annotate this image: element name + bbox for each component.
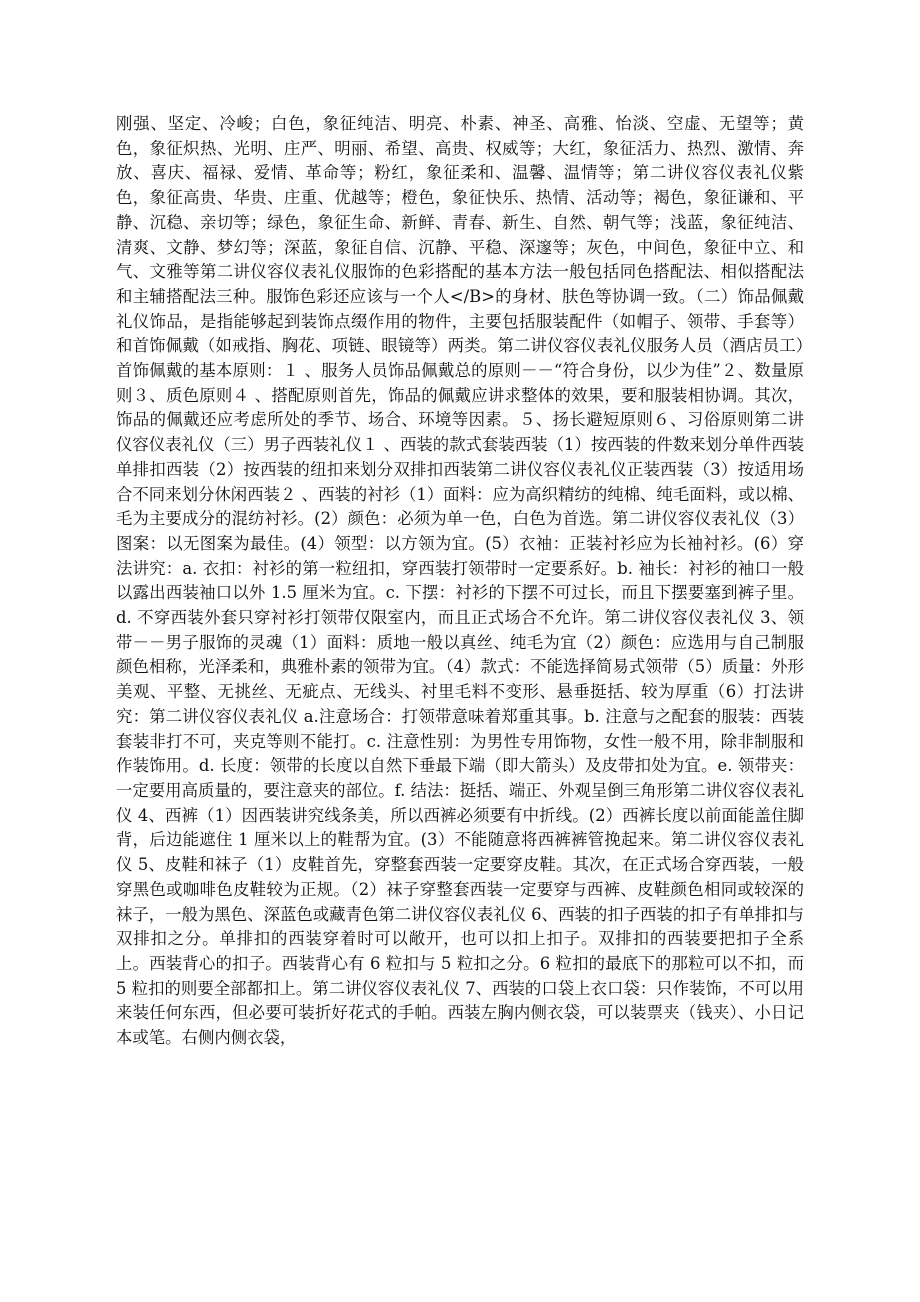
- body-paragraph: 刚强、坚定、冷峻；白色，象征纯洁、明亮、朴素、神圣、高雅、怡淡、空虚、无望等；黄色，象征炽热、光明、庄严、明丽、希望、高贵、权威等；大红，象征活力、热烈、激情、奔放、喜庆、福禄、爱情、革命等；粉红，象征柔和、温馨、温情等；第二讲仪容仪表礼仪紫色，象征高贵、华贵、庄重、优越等；橙色，象征快乐、热情、活动等；褐色，象征谦和、平静、沉稳、亲切等；绿色，象征生命、新鲜、青春、新生、自然、朝气等；浅蓝，象征纯洁、清爽、文静、梦幻等；深蓝，象征自信、沉静、平稳、深邃等；灰色，中间色，象征中立、和气、文雅等第二讲仪容仪表礼仪服饰的色彩搭配的基本方法一般包括同色搭配法、相似搭配法和主辅搭配法三种。服饰色彩还应该与一个人</B>的身材、肤色等协调一致。（二）饰品佩戴礼仪饰品，是指能够起到装饰点缀作用的物件，主要包括服装配件（如帽子、领带、手套等）和首饰佩戴（如戒指、胸花、项链、眼镜等）两类。第二讲仪容仪表礼仪服务人员（酒店员工）首饰佩戴的基本原则：１ 、服务人员饰品佩戴总的原则－－“符合身份，以少为佳”２、数量原则３、质色原则４ 、搭配原则首先，饰品的佩戴应讲求整体的效果，要和服装相协调。其次，饰品的佩戴还应考虑所处的季节、场合、环境等因素。５、扬长避短原则６、习俗原则第二讲仪容仪表礼仪（三）男子西装礼仪１ 、西装的款式套装西装（1）按西装的件数来划分单件西装单排扣西装（2）按西装的纽扣来划分双排扣西装第二讲仪容仪表礼仪正装西装（3）按适用场合不同来划分休闲西装２ 、西装的衬衫（1）面料：应为高织精纺的纯棉、纯毛面料，或以棉、毛为主要成分的混纺衬衫。(2）颜色：必须为单一色，白色为首选。第二讲仪容仪表礼仪（3）图案：以无图案为最佳。(4）领型：以方领为宜。(5）衣袖：正装衬衫应为长袖衬衫。(6）穿法讲究：a. 衣扣：衬衫的第一粒纽扣，穿西装打领带时一定要系好。b. 袖长：衬衫的袖口一般以露出西装袖口以外 1.5 厘米为宜。c. 下摆：衬衫的下摆不可过长，而且下摆要塞到裤子里。d. 不穿西装外套只穿衬衫打领带仅限室内，而且正式场合不允许。第二讲仪容仪表礼仪 3、领带－－男子服饰的灵魂（1）面料：质地一般以真丝、纯毛为宜（2）颜色：应选用与自己制服颜色相称，光泽柔和，典雅朴素的领带为宜。（4）款式：不能选择简易式领带（5）质量：外形美观、平整、无挑丝、无疵点、无线头、衬里毛料不变形、悬垂挺括、较为厚重（6）打法讲究：第二讲仪容仪表礼仪 a.注意场合：打领带意味着郑重其事。b. 注意与之配套的服装：西装套装非打不可，夹克等则不能打。c. 注意性别：为男性专用饰物，女性一般不用，除非制服和作装饰用。d. 长度：领带的长度以自然下垂最下端（即大箭头）及皮带扣处为宜。e. 领带夹：一定要用高质量的，要注意夹的部位。f. 结法：挺括、端正、外观呈倒三角形第二讲仪容仪表礼仪 4、西裤（1）因西装讲究线条美，所以西裤必须要有中折线。(2）西裤长度以前面能盖住脚背，后边能遮住 1 厘米以上的鞋帮为宜。(3）不能随意将西裤裤管挽起来。第二讲仪容仪表礼仪 5、皮鞋和袜子（1）皮鞋首先，穿整套西装一定要穿皮鞋。其次，在正式场合穿西装，一般穿黑色或咖啡色皮鞋较为正规。（2）袜子穿整套西装一定要穿与西裤、皮鞋颜色相同或较深的袜子，一般为黑色、深蓝色或藏青色第二讲仪容仪表礼仪 6、西装的扣子西装的扣子有单排扣与双排扣之分。单排扣的西装穿着时可以敞开，也可以扣上扣子。双排扣的西装要把扣子全系上。西装背心的扣子。西装背心有 6 粒扣与 5 粒扣之分。6 粒扣的最底下的那粒可以不扣，而 5 粒扣的则要全部都扣上。第二讲仪容仪表礼仪 7、西装的口袋上衣口袋：只作装饰，不可以用来装任何东西，但必要可装折好花式的手帕。西装左胸内侧衣袋，可以装票夹（钱夹）、小日记本或笔。右侧内侧衣袋，: [116, 114, 804, 1048]
- document-page: [116, 112, 804, 1051]
